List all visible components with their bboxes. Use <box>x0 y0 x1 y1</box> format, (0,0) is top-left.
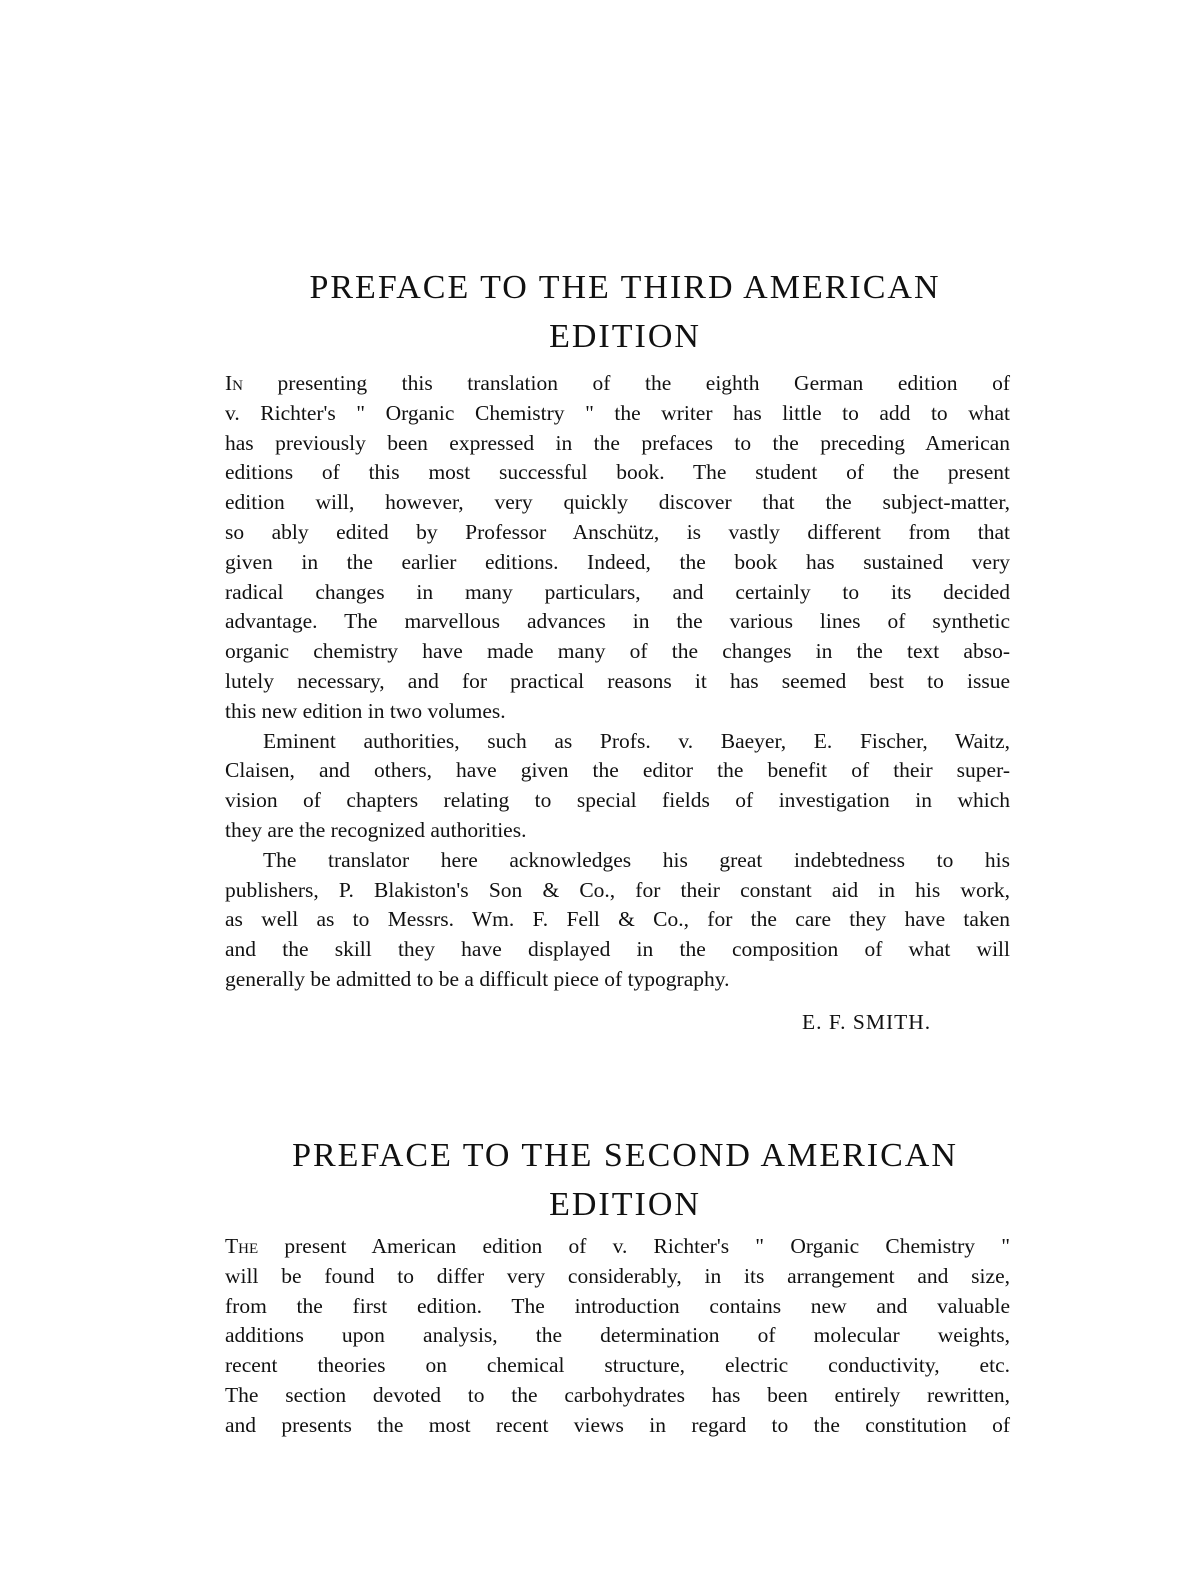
text-line: they are the recognized authorities. <box>225 817 527 842</box>
text-line: advantage. The marvellous advances in the various lines of synthetic <box>225 609 1010 634</box>
third-preface-title <box>220 266 1030 359</box>
third-preface-paragraph-1 <box>225 369 1010 727</box>
text-line: and the skill they have displayed in the composition of what will <box>225 937 1010 962</box>
text-line-content: present American edition of v. Richter's " Organic Chemistry " <box>258 1234 1010 1258</box>
second-preface-title <box>220 1134 1030 1227</box>
text-line: publishers, P. Blakiston's Son & Co., for their constant aid in his work, <box>225 877 1010 902</box>
text-line <box>225 369 1010 399</box>
text-line: from the first edition. The introduction contains new and valuable <box>225 1293 1010 1318</box>
third-preface-paragraph-2 <box>225 727 1010 846</box>
text-line: edition will, however, very quickly discover that the subject-matter, <box>225 490 1010 515</box>
third-preface-title-line2: EDITION <box>549 318 701 355</box>
text-line: generally be admitted to be a difficult piece of typography. <box>225 966 730 991</box>
text-line: Claisen, and others, have given the editor the benefit of their super- <box>225 758 1010 783</box>
text-line: The translator here acknowledges his great indebtedness to his <box>263 847 1010 872</box>
text-line: this new edition in two volumes. <box>225 698 506 723</box>
text-line: vision of chapters relating to special fields of investigation in which <box>225 788 1010 813</box>
text-line: additions upon analysis, the determination of molecular weights, <box>225 1323 1010 1348</box>
third-preface-paragraph-3 <box>225 846 1010 995</box>
text-line: organic chemistry have made many of the changes in the text abso- <box>225 639 1010 664</box>
text-line: has previously been expressed in the prefaces to the preceding American <box>225 430 1010 455</box>
text-line: v. Richter's " Organic Chemistry " the writer has little to add to what <box>225 400 1010 425</box>
text-line: recent theories on chemical structure, electric conductivity, etc. <box>225 1353 1010 1378</box>
third-preface-title-line1: PREFACE TO THE THIRD AMERICAN <box>309 269 941 306</box>
text-line: given in the earlier editions. Indeed, the book has sustained very <box>225 549 1010 574</box>
text-line: and presents the most recent views in regard to the constitution of <box>225 1412 1010 1437</box>
second-preface-paragraph-1 <box>225 1232 1010 1441</box>
text-line: The section devoted to the carbohydrates has been entirely rewritten, <box>225 1382 1010 1407</box>
text-line <box>225 1232 1010 1262</box>
text-line: lutely necessary, and for practical reasons it has seemed best to issue <box>225 668 1010 693</box>
second-preface-body <box>225 1232 1010 1441</box>
text-line: editions of this most successful book. The student of the present <box>225 460 1010 485</box>
drop-lead-word: In <box>225 371 243 395</box>
text-line: will be found to differ very considerably, in its arrangement and size, <box>225 1263 1010 1288</box>
text-line: radical changes in many particulars, and certainly to its decided <box>225 579 1010 604</box>
text-line: Eminent authorities, such as Profs. v. Baeyer, E. Fischer, Waitz, <box>263 728 1010 753</box>
text-line-content: presenting this translation of the eighth German edition of <box>243 371 1010 395</box>
text-line: as well as to Messrs. Wm. F. Fell & Co., for the care they have taken <box>225 907 1010 932</box>
second-preface-title-line2: EDITION <box>549 1186 701 1223</box>
signature: E. F. SMITH. <box>802 1010 932 1034</box>
drop-lead-word: The <box>225 1234 259 1258</box>
text-line: so ably edited by Professor Anschütz, is vastly different from that <box>225 519 1010 544</box>
second-preface-title-line1: PREFACE TO THE SECOND AMERICAN <box>292 1137 958 1174</box>
third-preface-body <box>225 369 1010 995</box>
